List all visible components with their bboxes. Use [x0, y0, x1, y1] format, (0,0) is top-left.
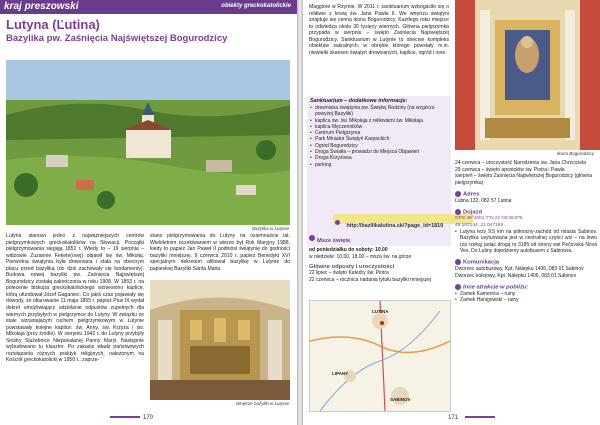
- interior-caption: Wnętrze bazyliki w Lutynie: [235, 401, 289, 406]
- list-item: • kaplica Męczenników: [310, 124, 448, 130]
- mass-label: Msze święte: [317, 238, 351, 244]
- list-item: • Ogród Bogurodzicy: [310, 143, 448, 149]
- map-label-sabinov: SABINOV: [390, 397, 411, 402]
- region-label: kraj preszowski: [4, 1, 79, 12]
- website-link-bar[interactable]: [333, 214, 473, 229]
- comms-label: Komunikacja: [463, 259, 500, 266]
- icon-caption: Ikona Bogurodzicy: [556, 151, 594, 156]
- list-item: • Park Miniatur Świątyń Karpackich: [310, 136, 448, 142]
- page-title: Lutyna (Ľutina): [6, 17, 100, 32]
- area-map: [309, 300, 451, 412]
- other-item: • Zamek Kamenica – ruiny: [455, 291, 597, 297]
- left-text-col2: stano pielgrzymowania do Lutyny na osiemnaście lat. Wieloletnim oczekiwaniem w wierze był Rok Maryjny 1988, kiedy to papież Jan Paweł II podniósł świątynię do godności bazyliki mniejszej. 9 czerwca 2010 r. papież Benedykt XVI specjalnym dekretem afiliował bazylikę w Lutynie do papieskiej Bazyliki Santa Maria: [150, 233, 290, 272]
- page-subtitle: Bazylika pw. Zaśnięcia Najświętszej Bogurodzicy: [6, 33, 228, 44]
- interior-photo: [150, 280, 290, 400]
- right-page: [303, 0, 600, 425]
- access-note: • Lutyna leży 9,5 km na północny-zachód od miasta Sabinov. Bazylika usytuowana jest w centralnej części wsi – na lewo (za rzeką) jadąc drogą nr 3185 od strony wsi Pečovská Nová Ves. Do Lutiny dojedziemy autobusem z Sabinova.: [455, 229, 597, 254]
- feasts-label: Główne odpusty i uroczystości: [309, 264, 395, 270]
- bus-icon: [455, 259, 461, 265]
- list-item: • drewniana świątynia pw. Świętej Rodziny (na wzgórzu powyżej Bazyliki): [310, 105, 448, 118]
- icon-photo: [455, 0, 600, 150]
- section-label: obiekty greckokatolickie: [221, 3, 291, 9]
- feast-line: 29 czerwca – święto apostołów św. Piotra i Pawła: [455, 166, 565, 173]
- page-number-bar: [465, 416, 495, 418]
- list-item: • Centrum Pielgrzyma: [310, 130, 448, 136]
- map-label-lipany: LIPANY: [332, 371, 349, 376]
- sanctuary-info-heading: Sanktuarium – dodatkowe informacje:: [310, 98, 408, 104]
- address-icon: [455, 191, 461, 197]
- list-item: • Droga Krzyżowa: [310, 155, 448, 161]
- comms-line: Dworzec autobusowy, Kpt. Nálepku 1406, 083 01 Sabinov: [455, 266, 584, 273]
- map-label-lutina: ĽUTINA: [372, 309, 389, 314]
- mass-weekday: od poniedziałku do soboty: 10.00: [309, 247, 388, 253]
- address-label: Adres: [463, 191, 480, 198]
- list-item: • parking: [310, 162, 448, 168]
- left-page: [0, 0, 297, 425]
- address-value: Ľutina 132, 082 57 Ľutina: [455, 197, 512, 204]
- village-caption: Bazylika w Lutynie: [251, 226, 289, 231]
- page-number-right: 171: [448, 415, 459, 421]
- gps-coordinates: GPS 49°1001.7"N 21°03'49.8"E: [455, 216, 523, 222]
- feast-line: 24 czerwca – uroczystość Narodzenia św. Jana Chrzciciela: [455, 160, 586, 166]
- star-icon: [455, 284, 461, 290]
- left-text-col1: Lutyna stanowi jedno z najważniejszych centrów pielgrzymkowych greckokatolików na Słowacji. Początki pielgrzymowania sięgają 1851 r. Wtedy to – 19 sierpnia – widzowie Zuzannie Fekete(ovej) objawił się św. Mikołaj. Pierwotna świątynia była drewniana i stała na obecnym placu przed bazyliką (do dziś zachowały się fundamenty). Budowa nowej bazyliki pw. Zaśnięcia Najświętszej Bogurodzicy zostałą zakończona w roku 1908. W 1853 r. na polecenie biskupa greckokatolickiego wzniesiono kaplicę, którą ufundował Józef Gaganiec. Co jakiś czas pojawiały się dowody, że ofiarowanie 11 maja 1855 r. papież Pius IX wydał dekret umożliwiający udzielanie odpustów zupełnych dla wiernych przybyłych w pielgrzymce do Lutyny. W związku ze stale wzrastającym ruchem pielgrzymkowym w Lutynie powstawały kolejne kaplice: św. Anny, św. Krzyża i św. Mikołaja (przy źródle). W sierpniu 1942 r. do Lutyny przybyły Siostry Służebnice Niepokalanej Panny Maryi. Następnie wybudowano tu klasztor. Po zakazie władz państwowych rozwiązania różnych praktyk religijnych, nałożonym na Kościół greckokatolicki w 1950 r., zaprze-: [6, 233, 144, 364]
- gps-decimal: 49.167144, 21.047169: [455, 222, 504, 228]
- list-item: • kaplica św. św. Mikołaja z relikwiami św. Mikołaja: [310, 118, 448, 124]
- other-label: Inne atrakcje w pobliżu:: [463, 284, 529, 291]
- right-text-col1: Maggiore w Rzymie. W 2011 r. sanktuarium wzbogaciło się o relikwie z krwią św. Jana Pawła II. We wnętrzu świątyni znajduje się cenna ikona Bogurodzicy. Każdego roku miejsce to odwiedza około 30 tysięcy wiernych. Główna pielgrzymka przypada w sierpniu – święto Zaśnięcia Najświętszej Bogurodzicy. Sanktuarium w Lutynie to obecnie kompleks obiektów sakralnych, w obrębie którego powstały m.in. niewielki skansen świątyń drewnianych, kaplice, ogród i inne.: [309, 4, 449, 56]
- page-number-left: 170: [143, 415, 154, 421]
- feast-line: sierpień – święto Zaśnięcia Najświętszej Bogurodzicy (główna pielgrzymka): [455, 173, 593, 186]
- website-link[interactable]: http://bazilikalutina.sk/?page_id=1819: [346, 223, 444, 229]
- feast-line: 22 czerwca – rocznica nadania tytułu bazyliki mniejszej: [309, 276, 432, 283]
- car-icon: [455, 209, 461, 215]
- header-band: [0, 0, 297, 14]
- access-label: Dojazd: [463, 209, 483, 216]
- village-photo: [6, 60, 290, 225]
- feast-line: 22 lipiec – święto Katedry św. Piotra: [309, 270, 389, 276]
- right-text-col2: [455, 160, 597, 304]
- clock-icon: [309, 235, 315, 241]
- other-item: • Zamek Hanigowski – ruiny: [455, 297, 597, 303]
- page-number-bar: [110, 416, 140, 418]
- comms-line: Dworzec kolejowy, Kpt. Nálepku 1406, 083 01 Sabinov: [455, 272, 577, 279]
- list-item: • Droga Światła – prowadzi do Miejsca Objawień: [310, 149, 448, 155]
- mass-section: [309, 229, 451, 283]
- mass-sunday: w niedziele: 10.00, 18.00 – msza św. na górze: [309, 253, 412, 260]
